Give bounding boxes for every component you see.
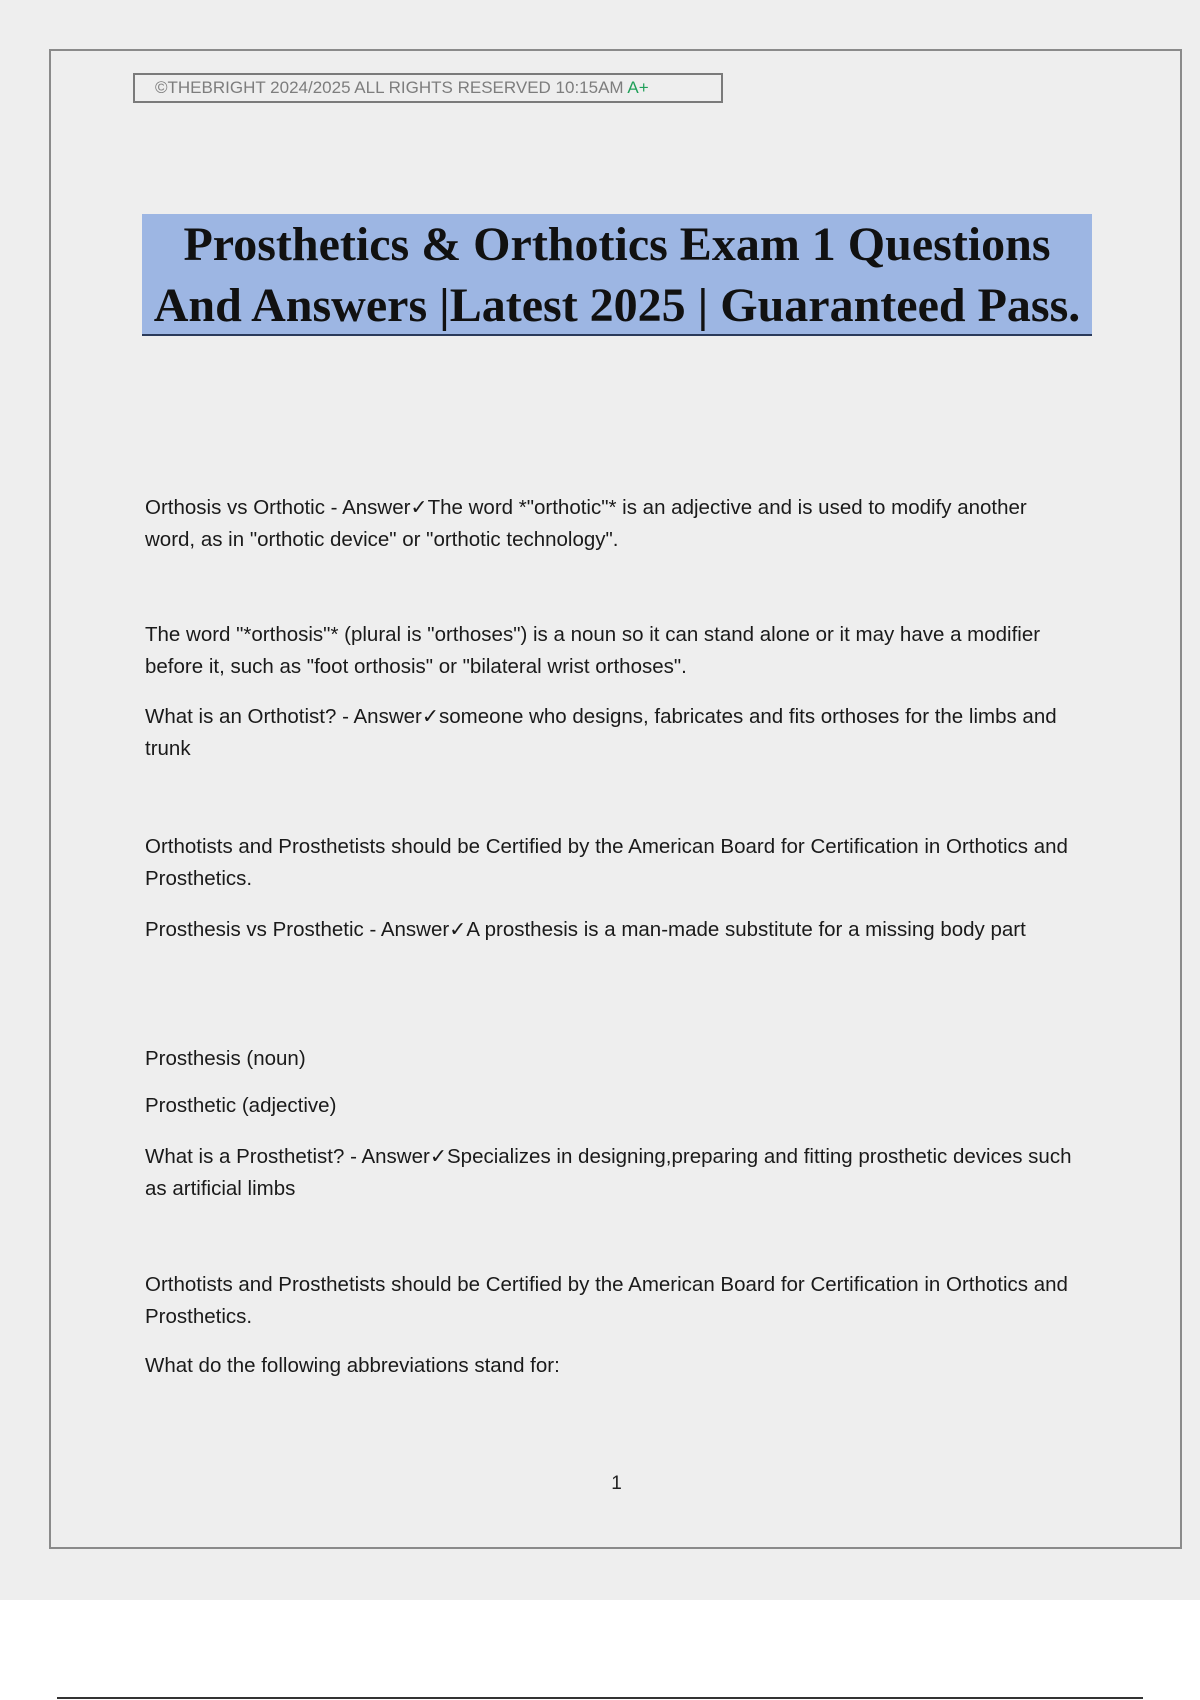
bottom-divider [57,1697,1143,1699]
copyright-header [133,73,723,103]
page-number: 1 [611,1473,622,1494]
paragraph-prosthetist: What is a Prosthetist? - Answer✓Specializes in designing,preparing and fitting prosthetic devices such as artificial limbs [145,1145,1072,1200]
paragraph-prosthetic-adjective: Prosthetic (adjective) [145,1094,337,1117]
paragraph-abbreviations: What do the following abbreviations stand for: [145,1354,560,1377]
grade-badge: A+ [627,78,649,97]
paragraph-certification-2: Orthotists and Prosthetists should be Certified by the American Board for Certification in Orthotics and Prosthetics. [145,1273,1068,1328]
document-title [142,214,1092,336]
paragraph-orthosis-vs-orthotic: Orthosis vs Orthotic - Answer✓The word *"orthotic"* is an adjective and is used to modify another word, as in "orthotic device" or "orthotic technology". [145,496,1027,551]
title-line-1: Prosthetics & Orthotics Exam 1 Questions [183,218,1051,271]
paragraph-certification-1: Orthotists and Prosthetists should be Certified by the American Board for Certification in Orthotics and Prosthetics. [145,835,1068,890]
paragraph-orthosis-definition: The word "*orthosis"* (plural is "orthoses") is a noun so it can stand alone or it may have a modifier before it, such as "foot orthosis" or "bilateral wrist orthoses". [145,623,1041,678]
title-line-2: And Answers |Latest 2025 | Guaranteed Pass. [153,279,1081,332]
paragraph-orthotist: What is an Orthotist? - Answer✓someone who designs, fabricates and fits orthoses for the limbs and trunk [145,705,1057,760]
paragraph-prosthesis-vs-prosthetic: Prosthesis vs Prosthetic - Answer✓A prosthesis is a man-made substitute for a missing body part [145,918,1026,941]
copyright-text: ©THEBRIGHT 2024/2025 ALL RIGHTS RESERVED 10:15AM [155,78,624,97]
paragraph-prosthesis-noun: Prosthesis (noun) [145,1047,306,1070]
